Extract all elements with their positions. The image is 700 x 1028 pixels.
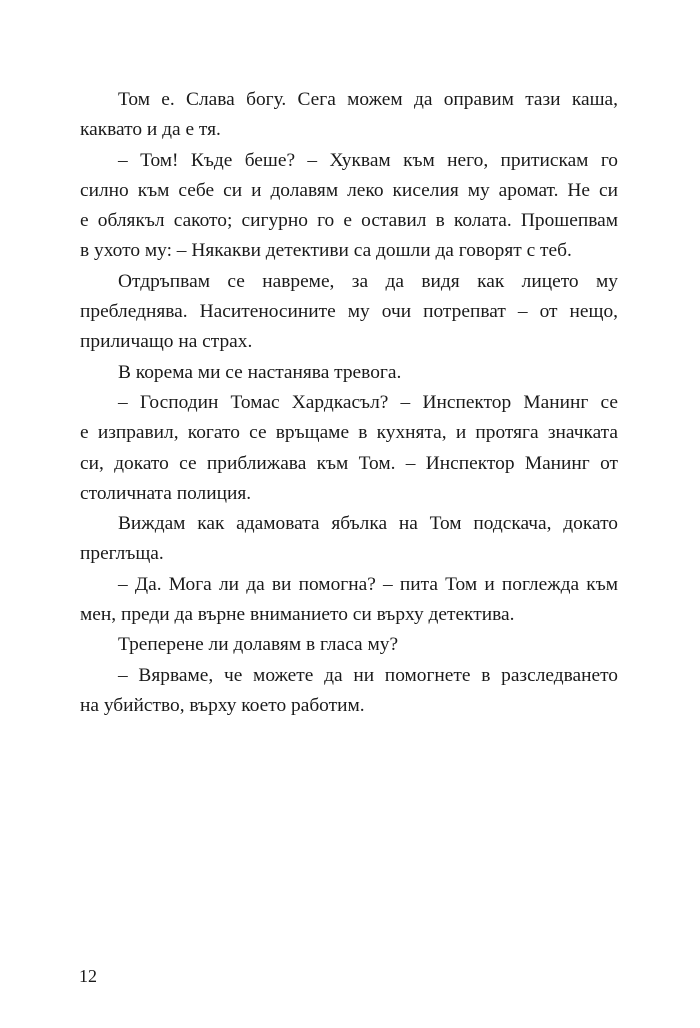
text-line: мен, преди да върне вниманието си върху детектива. (80, 604, 515, 626)
text-line: – Да. Мога ли да ви помогна? – пита Том и поглежда към (118, 573, 618, 595)
text-line: силно към себе си и долавям леко киселия му аромат. Не си (80, 179, 618, 201)
text-line: Треперене ли долавям в гласа му? (118, 634, 399, 656)
text-line: си, докато се приближава към Том. – Инспектор Манинг от (80, 452, 618, 474)
page-number: 12 (79, 966, 97, 986)
text-line: в ухото му: – Някакви детективи са дошли да говорят с теб. (80, 240, 572, 262)
text-line: е изправил, когато се връщаме в кухнята, и протяга значката (80, 422, 618, 444)
text-line: – Господин Томас Хардкасъл? – Инспектор Манинг се (118, 391, 618, 413)
text-line: столичната полиция. (80, 482, 252, 504)
text-line: Виждам как адамовата ябълка на Том подскача, докато (118, 513, 618, 535)
text-line: – Вярваме, че можете да ни помогнете в разследването (118, 664, 618, 686)
text-line: В корема ми се настанява тревога. (118, 361, 402, 383)
text-line: каквато и да е тя. (80, 119, 221, 141)
text-line: на убийство, върху което работим. (80, 694, 365, 716)
text-line: е облякъл сакото; сигурно го е оставил в колата. Прошепвам (80, 210, 618, 232)
text-line: Том е. Слава богу. Сега можем да оправим тази каша, (118, 89, 618, 110)
text-line: пребледнява. Наситеносините му очи потрепват – от нещо, (80, 301, 618, 323)
page-body (80, 85, 618, 721)
text-line: приличащо на страх. (80, 331, 253, 353)
text-line: Отдръпвам се навреме, за да видя как лицето му (118, 270, 618, 292)
text-line: преглъща. (80, 543, 164, 565)
text-line: – Том! Къде беше? – Хуквам към него, притискам го (118, 149, 618, 171)
